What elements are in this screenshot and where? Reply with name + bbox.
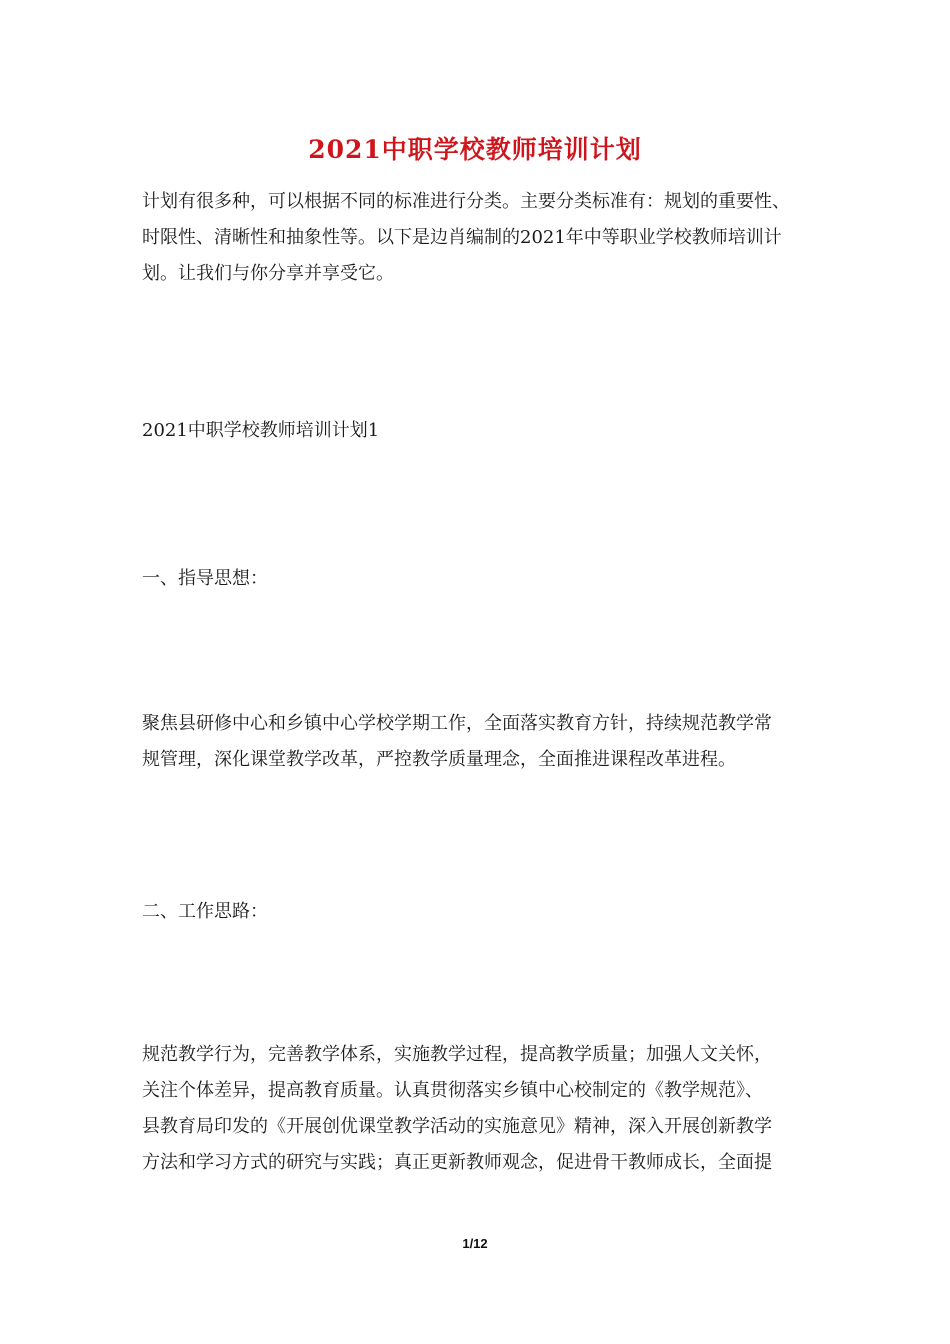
section-title-text: 2021中职学校教师培训计划1 <box>142 420 380 441</box>
section-title <box>142 413 822 449</box>
heading-guiding-ideology-text: 一、指导思想： <box>142 568 268 589</box>
work-ideas-paragraph <box>142 1037 822 1181</box>
intro-line: 划。让我们与你分享并享受它。 <box>142 263 394 284</box>
heading-work-ideas-text: 二、工作思路： <box>142 901 268 922</box>
paragraph-line: 县教育局印发的《开展创优课堂教学活动的实施意见》精神，深入开展创新教学 <box>142 1116 772 1137</box>
intro-paragraph <box>142 184 822 292</box>
paragraph-line: 规管理，深化课堂教学改革，严控教学质量理念，全面推进课程改革进程。 <box>142 749 736 770</box>
intro-line: 计划有很多种，可以根据不同的标准进行分类。主要分类标准有：规划的重要性、 <box>142 191 790 212</box>
heading-work-ideas <box>142 894 822 930</box>
intro-line: 时限性、清晰性和抽象性等。以下是边肖编制的2021年中等职业学校教师培训计 <box>142 227 782 248</box>
paragraph-line: 聚焦县研修中心和乡镇中心学校学期工作，全面落实教育方针，持续规范教学常 <box>142 713 772 734</box>
paragraph-line: 方法和学习方式的研究与实践；真正更新教师观念，促进骨干教师成长，全面提 <box>142 1152 772 1173</box>
guiding-ideology-paragraph <box>142 706 822 778</box>
paragraph-line: 关注个体差异，提高教育质量。认真贯彻落实乡镇中心校制定的《教学规范》、 <box>142 1080 763 1101</box>
heading-guiding-ideology <box>142 561 822 597</box>
document-title: 2021中职学校教师培训计划 <box>308 135 642 164</box>
page-number: 1/12 <box>462 1236 488 1251</box>
paragraph-line: 规范教学行为，完善教学体系，实施教学过程，提高教学质量；加强人文关怀， <box>142 1044 772 1065</box>
